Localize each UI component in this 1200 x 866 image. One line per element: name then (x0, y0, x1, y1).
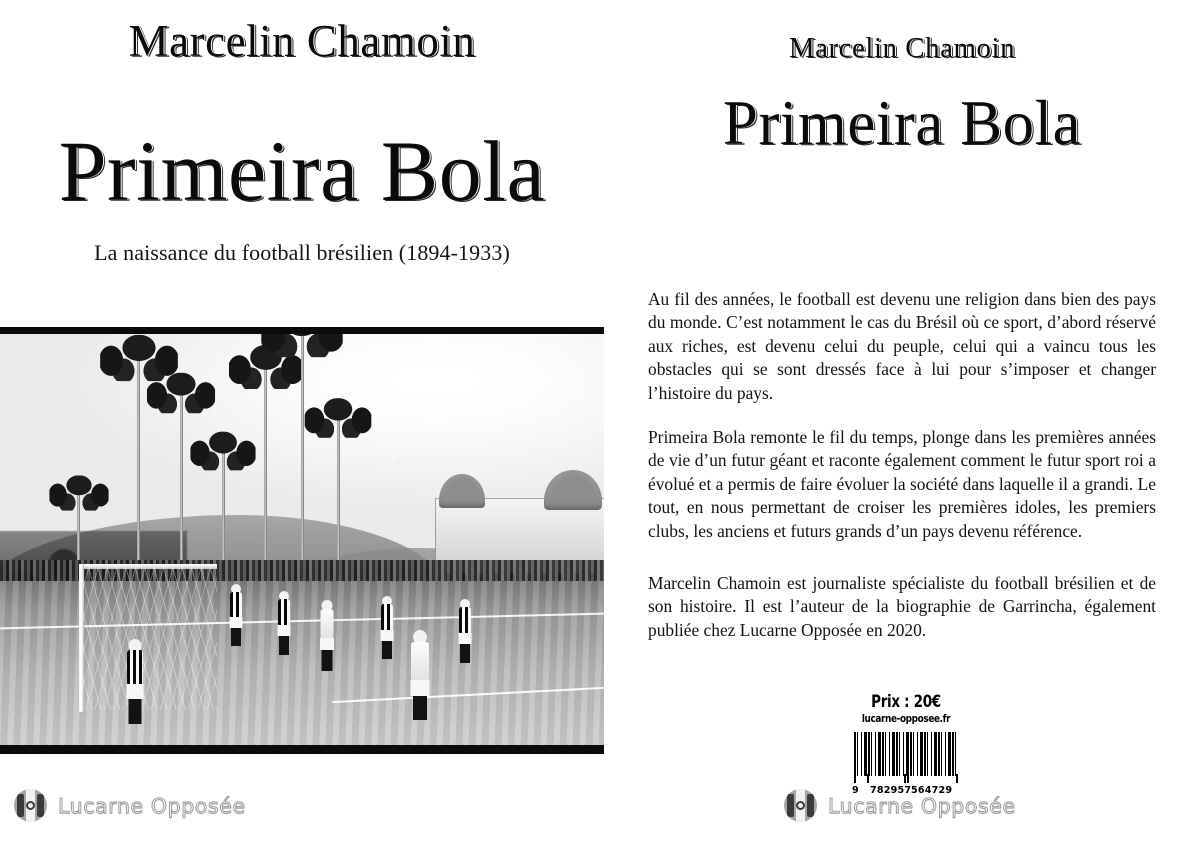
photo-player-torso (320, 609, 333, 638)
front-cover-title: Primeira Bola (58, 123, 546, 219)
photo-palm-crown (305, 398, 372, 438)
barcode-guard (904, 774, 906, 783)
lucarne-opposee-logo-icon (784, 789, 817, 822)
lucarne-opposee-logo-icon (14, 789, 47, 822)
photograph-content (0, 334, 604, 745)
barcode-digits (854, 785, 958, 797)
photo-player-torso (381, 604, 393, 630)
photo-player-torso (459, 607, 471, 633)
photo-player-legs (413, 696, 427, 720)
photo-player-torso (278, 599, 290, 625)
back-cover-blurb (648, 288, 1156, 642)
logo-goal-post-left (787, 794, 794, 817)
cover-photograph (0, 327, 604, 754)
publisher-logo-front (14, 789, 246, 822)
barcode-digit-group-3: 564729 (911, 785, 953, 796)
photo-player (320, 609, 333, 671)
logo-goal-post-right (37, 794, 44, 817)
photo-player-foreground (411, 642, 429, 720)
back-cover-title: Primeira Bola (722, 88, 1082, 158)
photo-player-torso (230, 592, 242, 617)
photo-player-shorts (410, 680, 429, 696)
barcode-digit-group-1: 9 (852, 785, 859, 796)
photo-player-shorts (229, 617, 242, 628)
photo-player-shorts (459, 633, 472, 644)
photo-player-shorts (277, 625, 290, 636)
barcode-guard (854, 774, 856, 783)
photo-player (230, 592, 242, 646)
publisher-name: Lucarne Opposée (828, 793, 1016, 818)
photo-player-legs (321, 650, 332, 671)
photo-palm-crown (147, 373, 215, 413)
publisher-website: lucarne-opposee.fr (861, 713, 951, 725)
photo-player-legs (460, 644, 470, 663)
front-cover-author: Marcelin Chamoin (128, 16, 476, 66)
barcode-digit-group-2: 782957 (870, 785, 912, 796)
photo-player-legs (382, 641, 392, 659)
photo-goal (79, 564, 218, 712)
photo-player (278, 599, 290, 655)
photo-palm-crown (49, 475, 108, 510)
publisher-name: Lucarne Opposée (58, 793, 246, 818)
photo-goal-net (82, 567, 218, 710)
logo-ball-icon (796, 801, 805, 810)
barcode-guard (867, 774, 869, 783)
photo-player-shorts (126, 684, 143, 699)
logo-ball-icon (26, 801, 35, 810)
photo-player-goalkeeper (127, 650, 143, 724)
logo-goal-post-right (807, 794, 814, 817)
photo-player-torso (127, 650, 143, 684)
blurb-paragraph-2: Primeira Bola remonte le fil du temps, plonge dans les premières années de vie d’un futur géant et raconte également comment le futur sport roi a évolué et a permis de faire évoluer la société dans laquelle il a grandi. Le tout, en nous permettant de croiser les premières idoles, les premiers clubs, les anciens et futurs grands d’un pays devenu référence. (648, 427, 1156, 541)
logo-goal-post-left (17, 794, 24, 817)
photo-player-legs (128, 699, 141, 724)
back-cover-author: Marcelin Chamoin (788, 32, 1016, 64)
photo-player-shorts (320, 638, 334, 650)
photo-palm-crown (191, 432, 256, 471)
photo-player-torso (411, 642, 429, 680)
author-bio-paragraph: Marcelin Chamoin est journaliste spécialiste du football brésilien et de son histoire. Il est l’auteur de la biographie de Garrincha, également publiée chez Lucarne Opposée en 2020. (648, 573, 1156, 640)
photo-player (459, 607, 471, 663)
front-cover-subtitle: La naissance du football brésilien (1894-1933) (94, 240, 510, 265)
price-and-barcode-block (844, 692, 968, 797)
photo-palm-crown (261, 334, 342, 357)
photo-player-legs (279, 636, 289, 655)
barcode-guard (956, 774, 958, 783)
photo-player (381, 604, 393, 659)
price-label: Prix : 20€ (871, 692, 941, 711)
photo-player-shorts (380, 630, 393, 641)
photo-player-legs (231, 628, 241, 646)
ean13-barcode (854, 732, 958, 776)
barcode-guard (907, 774, 909, 783)
blurb-paragraph-1: Au fil des années, le football est devenu une religion dans bien des pays du monde. C’est notamment le cas du Brésil où ce sport, d’abord réservé aux riches, est devenu celui du peuple, celui qui a vaincu tous les obstacles qui se sont dressés face à lui pour s’imposer et changer l’histoire du pays. (648, 289, 1156, 403)
